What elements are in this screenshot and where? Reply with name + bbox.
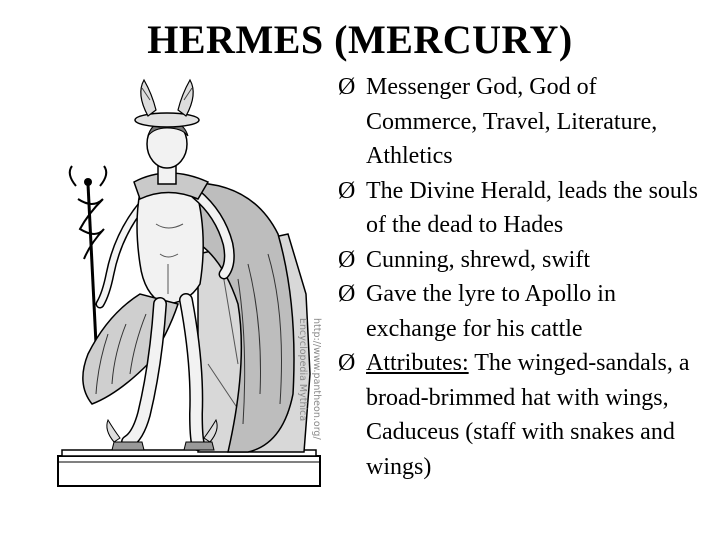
arrow-bullet-icon: Ø <box>338 350 356 376</box>
bullet-text: Cunning, shrewd, swift <box>366 246 590 273</box>
slide-title: HERMES (MERCURY) <box>147 17 573 62</box>
bullet-list <box>338 70 710 484</box>
arrow-bullet-icon: Ø <box>338 246 356 273</box>
bullet-text: The Divine Herald, leads the souls of the dead to Hades <box>366 177 698 238</box>
arrow-bullet-icon: Ø <box>338 74 356 100</box>
bullet-item <box>338 277 710 346</box>
bullet-text: Messenger God, God of Commerce, Travel, Literature, Athletics <box>366 74 658 169</box>
watermark-url: http://www.pantheon.org/ <box>311 318 322 440</box>
bullet-item <box>338 346 710 484</box>
watermark-title: Encyclopedia Mythica <box>297 318 308 422</box>
bullet-item <box>338 70 710 174</box>
arrow-bullet-icon: Ø <box>338 281 356 307</box>
bullet-item <box>338 243 710 278</box>
bullet-text: Gave the lyre to Apollo in exchange for his cattle <box>366 281 616 342</box>
hermes-engraving-image <box>48 64 330 494</box>
arrow-bullet-icon: Ø <box>338 177 356 204</box>
bullet-item <box>338 174 710 243</box>
image-watermark <box>296 318 330 494</box>
attributes-label: Attributes: <box>366 350 469 376</box>
bullet-text: The winged-sandals, a broad-brimmed hat with wings, Caduceus (staff with snakes and wings) <box>366 350 690 480</box>
